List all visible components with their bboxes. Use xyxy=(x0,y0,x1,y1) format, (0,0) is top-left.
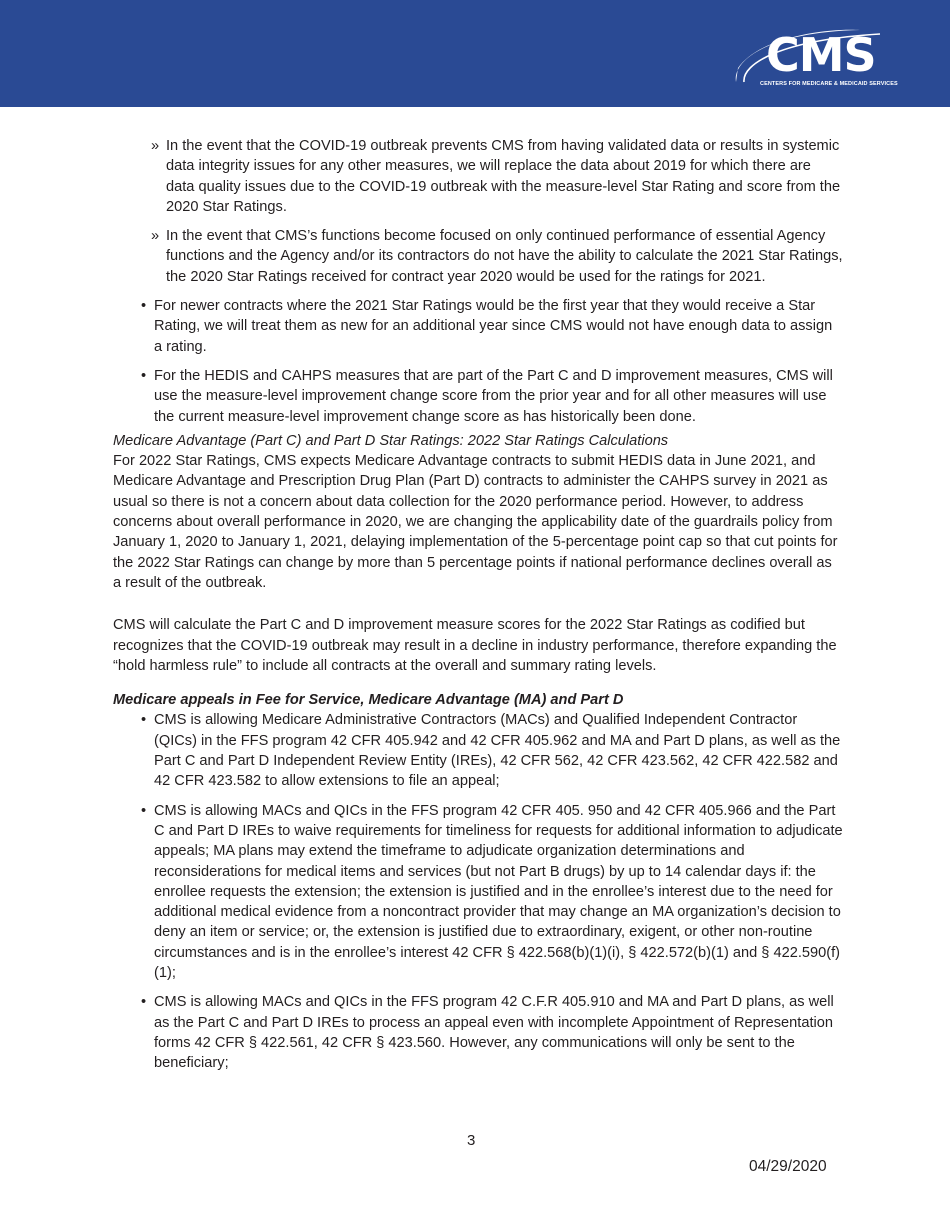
bullet-text: CMS is allowing Medicare Administrative Contractors (MACs) and Qualified Independent Contractor (QICs) in the FFS program 42 CFR 405.942 and 42 CFR 405.962 and MA and Part D plans, as well as the Part C and Part D Independent Review Entity (IREs), 42 CFR 562, 42 CFR 423.562, 42 CFR 422.582 and 42 CFR 423.582 to allow extensions to file an appeal; xyxy=(154,712,841,790)
bullet-text: For the HEDIS and CAHPS measures that are part of the Part C and D improvement measures, CMS will use the measure-level improvement change score from the prior year and for all other measures will use the current measure-level improvement change score as has historically been done. xyxy=(154,367,833,425)
bullet-text: CMS is allowing MACs and QICs in the FFS program 42 CFR 405. 950 and 42 CFR 405.966 and the Part C and Part D IREs to waive requirements for timeliness for requests for additional information to adjudicate appeals; MA plans may extend the timeframe to adjudicate organization determinations and reconsiderations for medical items and services (but not Part B drugs) by up to 14 calendar days if: the enrollee requests the extension; the extension is justified and in the enrollee’s interest due to the need for additional medical evidence from a noncontract provider that may change an MA organization’s decision to deny an item or service; or, the extension is justified due to extraordinary, exigent, or other non-routine circumstances and is in the enrollee’s interest 42 CFR § 422.568(b)(1)(i), § 422.572(b)(1) and § 422.590(f)(1); xyxy=(154,802,843,981)
bullet-marker: • xyxy=(141,712,147,729)
logo-tagline: CENTERS FOR MEDICARE & MEDICAID SERVICES xyxy=(760,81,898,87)
bullet-item xyxy=(113,710,843,791)
sub-bullet-item xyxy=(113,136,843,217)
header-band xyxy=(0,0,950,107)
bullet-text: CMS is allowing MACs and QICs in the FFS program 42 C.F.R 405.910 and MA and Part D plans, as well as the Part C and Part D IREs to process an appeal even with incomplete Appointment of Representation forms 42 CFR § 422.561, 42 CFR § 423.560. However, any communications will only be sent to the beneficiary; xyxy=(154,994,834,1072)
section-title-appeals: Medicare appeals in Fee for Service, Medicare Advantage (MA) and Part D xyxy=(113,692,624,709)
paragraph-2022-1: For 2022 Star Ratings, CMS expects Medicare Advantage contracts to submit HEDIS data in June 2021, and Medicare Advantage and Prescription Drug Plan (Part D) contracts to administer the CAHPS survey in 2021 as usual so there is not a concern about data collection for the 2020 performance period. However, to address concerns about overall performance in 2020, we are changing the applicability date of the guardrails policy from January 1, 2020 to January 1, 2021, delaying implementation of the 5-percentage point cap so that cut points for the 2022 Star Ratings can change by more than 5 percentage points if national performance declines overall as a result of the outbreak. xyxy=(113,453,838,591)
bullet-item xyxy=(113,296,843,357)
page-content xyxy=(113,136,843,1082)
paragraph-2022-2: CMS will calculate the Part C and D improvement measure scores for the 2022 Star Ratings as codified but recognizes that the COVID-19 outbreak may result in a decline in industry performance, therefore expanding the “hold harmless rule” to include all contracts at the overall and summary rating levels. xyxy=(113,617,837,674)
sub-bullet-marker: » xyxy=(151,138,160,154)
bullet-marker: • xyxy=(141,367,147,384)
bullet-marker: • xyxy=(141,298,147,315)
bullet-item xyxy=(113,366,843,427)
sub-bullet-item xyxy=(113,226,843,287)
page-number: 3 xyxy=(467,1132,476,1149)
section-title-2022: Medicare Advantage (Part C) and Part D Star Ratings: 2022 Star Ratings Calculations xyxy=(113,432,669,449)
bullet-marker: • xyxy=(141,802,147,819)
cms-logo xyxy=(730,22,905,94)
logo-wordmark: CMS xyxy=(766,28,876,82)
sub-bullet-marker: » xyxy=(151,228,160,245)
footer-date: 04/29/2020 xyxy=(749,1158,827,1175)
sub-bullet-text: In the event that CMS’s functions become focused on only continued performance of essential Agency functions and the Agency and/or its contractors do not have the ability to calculate the 2021 Star Ratings, the 2020 Star Ratings received for contract year 2020 would be used for the ratings for 2021. xyxy=(166,228,843,285)
bullet-text: For newer contracts where the 2021 Star Ratings would be the first year that they would receive a Star Rating, we will treat them as new for an additional year since CMS would not have enough data to assign a rating. xyxy=(154,298,833,355)
sub-bullet-text: In the event that the COVID-19 outbreak prevents CMS from having validated data or results in systemic data integrity issues for any other measures, we will replace the data about 2019 for which there are data quality issues due to the COVID-19 outbreak with the measure-level Star Rating and score from the 2020 Star Ratings. xyxy=(166,138,841,215)
bullet-marker: • xyxy=(141,994,147,1011)
bullet-item xyxy=(113,801,843,984)
bullet-item xyxy=(113,992,843,1073)
